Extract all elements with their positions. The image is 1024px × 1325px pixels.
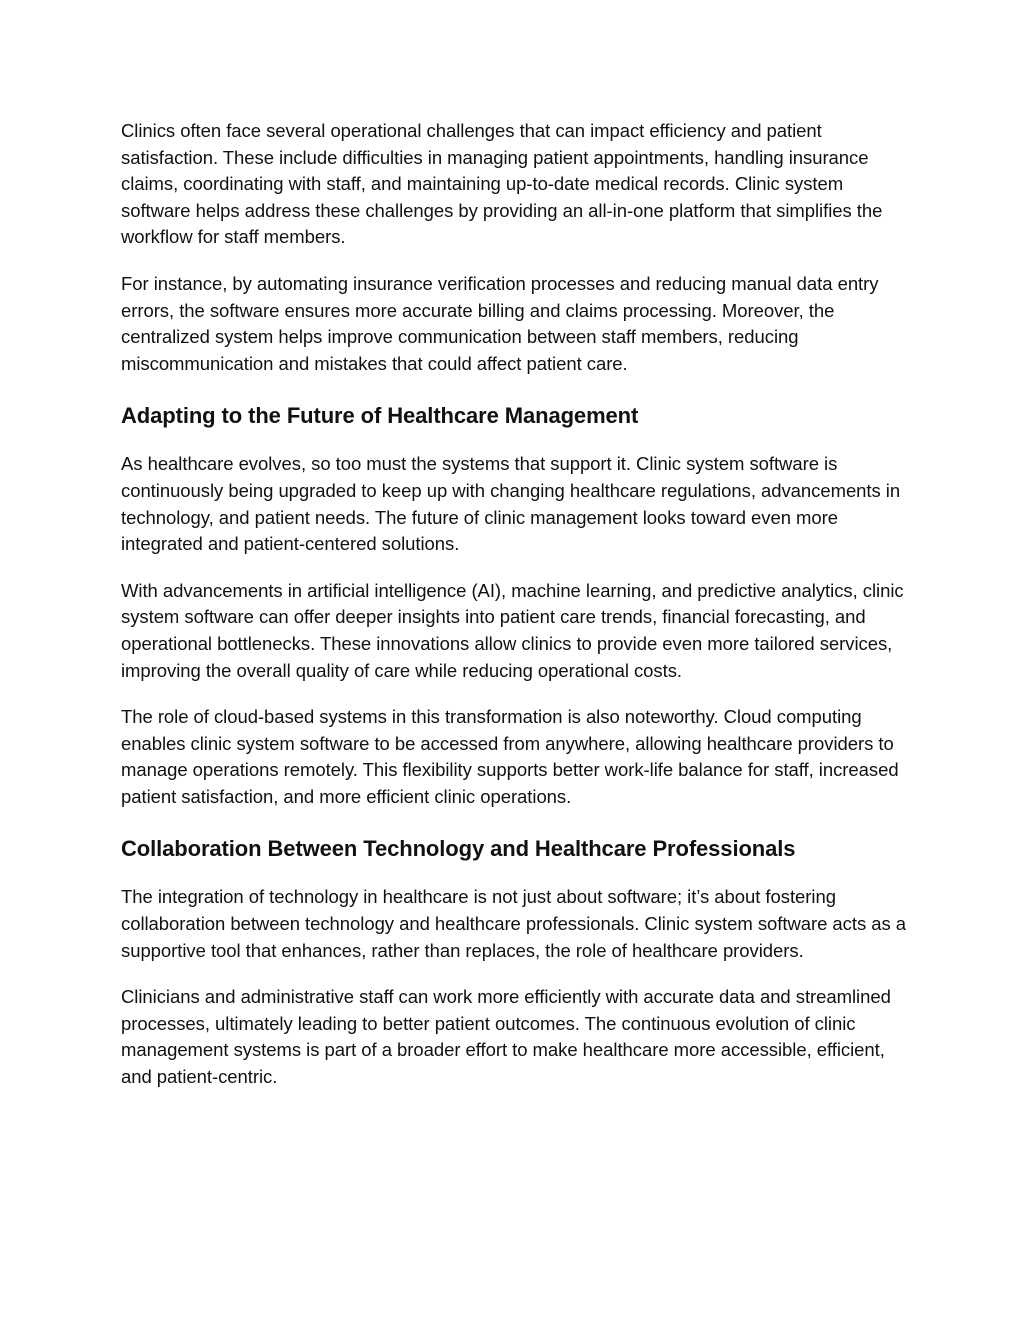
paragraph-clinicians-efficiency: Clinicians and administrative staff can work more efficiently with accurate data and streamlined processes, ultimately leading to better patient outcomes. The continuous evolution of clinic management systems is part of a broader effort to make healthcare more accessible, efficient, and patient-centric.	[121, 986, 891, 1088]
paragraph-ai-advancements: With advancements in artificial intelligence (AI), machine learning, and predictive analytics, clinic system software can offer deeper insights into patient care trends, financial forecasting, and operational bottlenecks. These innovations allow clinics to provide even more tailored services, improving the overall quality of care while reducing operational costs.	[121, 579, 904, 681]
paragraph-technology-integration: The integration of technology in healthcare is not just about software; it’s about fostering collaboration between technology and healthcare professionals. Clinic system software acts as a supportive tool that enhances, rather than replaces, the role of healthcare providers.	[121, 886, 907, 961]
paragraph-cloud-systems: The role of cloud-based systems in this transformation is also noteworthy. Cloud computing enables clinic system software to be accessed from anywhere, allowing healthcare providers to manage operations remotely. This flexibility supports better work-life balance for staff, increased patient satisfaction, and more efficient clinic operations.	[121, 706, 899, 807]
heading-adapting-future: Adapting to the Future of Healthcare Management	[121, 403, 639, 429]
paragraph-operational-challenges: Clinics often face several operational challenges that can impact efficiency and patient satisfaction. These include difficulties in managing patient appointments, handling insurance claims, coordinating with staff, and maintaining up-to-date medical records. Clinic system software helps address these challenges by providing an all-in-one platform that simplifies the workflow for staff members.	[121, 120, 883, 248]
paragraph-automation-benefits: For instance, by automating insurance verification processes and reducing manual data entry errors, the software ensures more accurate billing and claims processing. Moreover, the centralized system helps improve communication between staff members, reducing miscommunication and mistakes that could affect patient care.	[121, 272, 879, 374]
paragraph-healthcare-evolves: As healthcare evolves, so too must the systems that support it. Clinic system software is continuously being upgraded to keep up with changing healthcare regulations, advancements in technology, and patient needs. The future of clinic management looks toward even more integrated and patient-centered solutions.	[121, 453, 901, 555]
heading-collaboration: Collaboration Between Technology and Healthcare Professionals	[121, 836, 796, 862]
